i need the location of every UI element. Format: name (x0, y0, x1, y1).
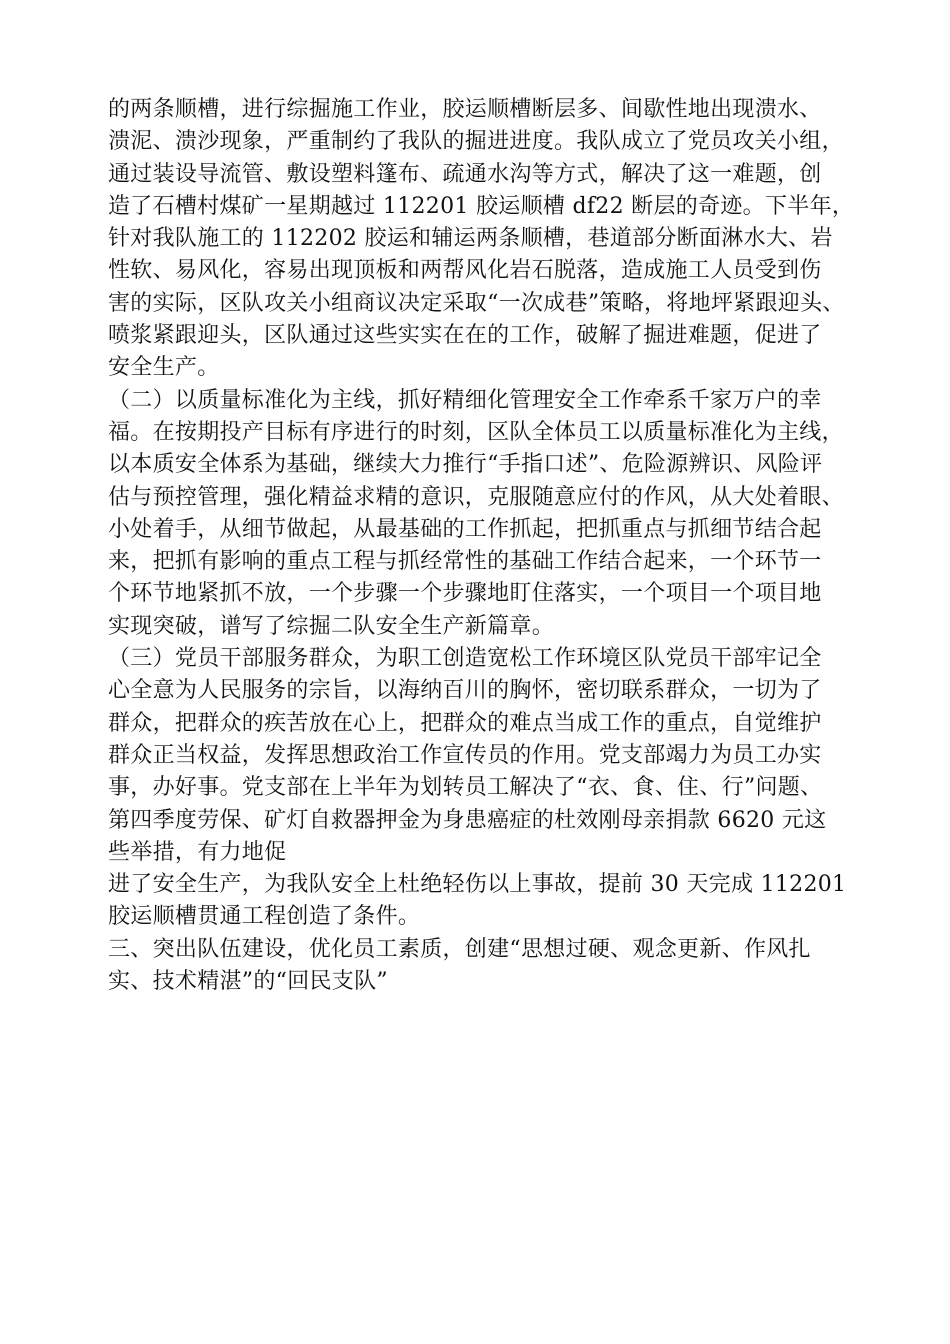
text-line: 以本质安全体系为基础，继续大力推行“手指口述”、危险源辨识、风险评 (108, 452, 823, 478)
section-heading-line: （二）以质量标准化为主线，抓好精细化管理安全工作牵系千家万户的幸 (108, 387, 822, 413)
text-line: 实现突破，谱写了综掘二队安全生产新篇章。 (108, 613, 555, 639)
text-line: 溃泥、溃沙现象，严重制约了我队的掘进进度。我队成立了党员攻关小组， (108, 129, 844, 155)
text-line: 胶运顺槽贯通工程创造了条件。 (108, 904, 421, 930)
section-heading-line: 三、突出队伍建设，优化员工素质，创建“思想过硬、观念更新、作风扎 (108, 936, 811, 962)
text-line: 喷浆紧跟迎头，区队通过这些实实在在的工作，破解了掘进难题，促进了 (108, 323, 822, 349)
text-line: 群众，把群众的疾苦放在心上，把群众的难点当成工作的重点，自觉维护 (108, 710, 822, 736)
document-body (108, 94, 878, 998)
text-line: 第四季度劳保、矿灯自救器押金为身患癌症的杜效刚母亲捐款 6620 元这 (108, 807, 827, 833)
text-line: 的两条顺槽，进行综掘施工作业，胶运顺槽断层多、间歇性地出现溃水、 (108, 97, 822, 122)
text-line: 估与预控管理，强化精益求精的意识，克服随意应付的作风，从大处着眼、 (108, 484, 844, 510)
text-line: 群众正当权益，发挥思想政治工作宣传员的作用。党支部竭力为员工办实 (108, 742, 822, 768)
text-line: 安全生产。 (108, 355, 220, 381)
text-line: 事，办好事。党支部在上半年为划转员工解决了“衣、食、住、行”问题、 (108, 775, 823, 801)
text-line: 心全意为人民服务的宗旨，以海纳百川的胸怀，密切联系群众，一切为了 (108, 678, 822, 704)
text-line: 性软、易风化，容易出现顶板和两帮风化岩石脱落，造成施工人员受到伤 (108, 258, 822, 284)
text-line: 进了安全生产，为我队安全上杜绝轻伤以上事故，提前 30 天完成 112201 (108, 872, 847, 898)
text-line: 针对我队施工的 112202 胶运和辅运两条顺槽，巷道部分断面淋水大、岩 (108, 226, 833, 252)
text-line: 造了石槽村煤矿一星期越过 112201 胶运顺槽 df22 断层的奇迹。下半年， (108, 193, 855, 219)
text-line: 个环节地紧抓不放，一个步骤一个步骤地盯住落实，一个项目一个项目地 (108, 581, 822, 607)
text-line: 害的实际，区队攻关小组商议决定采取“一次成巷”策略，将地坪紧跟迎头、 (108, 290, 845, 316)
section-heading-line: （三）党员干部服务群众，为职工创造宽松工作环境区队党员干部牢记全 (108, 646, 822, 672)
text-line: 福。在按期投产目标有序进行的时刻，区队全体员工以质量标准化为主线， (108, 419, 844, 445)
text-line: 来，把抓有影响的重点工程与抓经常性的基础工作结合起来，一个环节一 (108, 549, 822, 575)
text-line: 小处着手，从细节做起，从最基础的工作抓起，把抓重点与抓细节结合起 (108, 516, 822, 542)
text-line: 实、技术精湛”的“回民支队” (108, 969, 388, 995)
text-line: 些举措，有力地促 (108, 839, 287, 865)
text-line: 通过装设导流管、敷设塑料篷布、疏通水沟等方式，解决了这一难题，创 (108, 161, 822, 187)
